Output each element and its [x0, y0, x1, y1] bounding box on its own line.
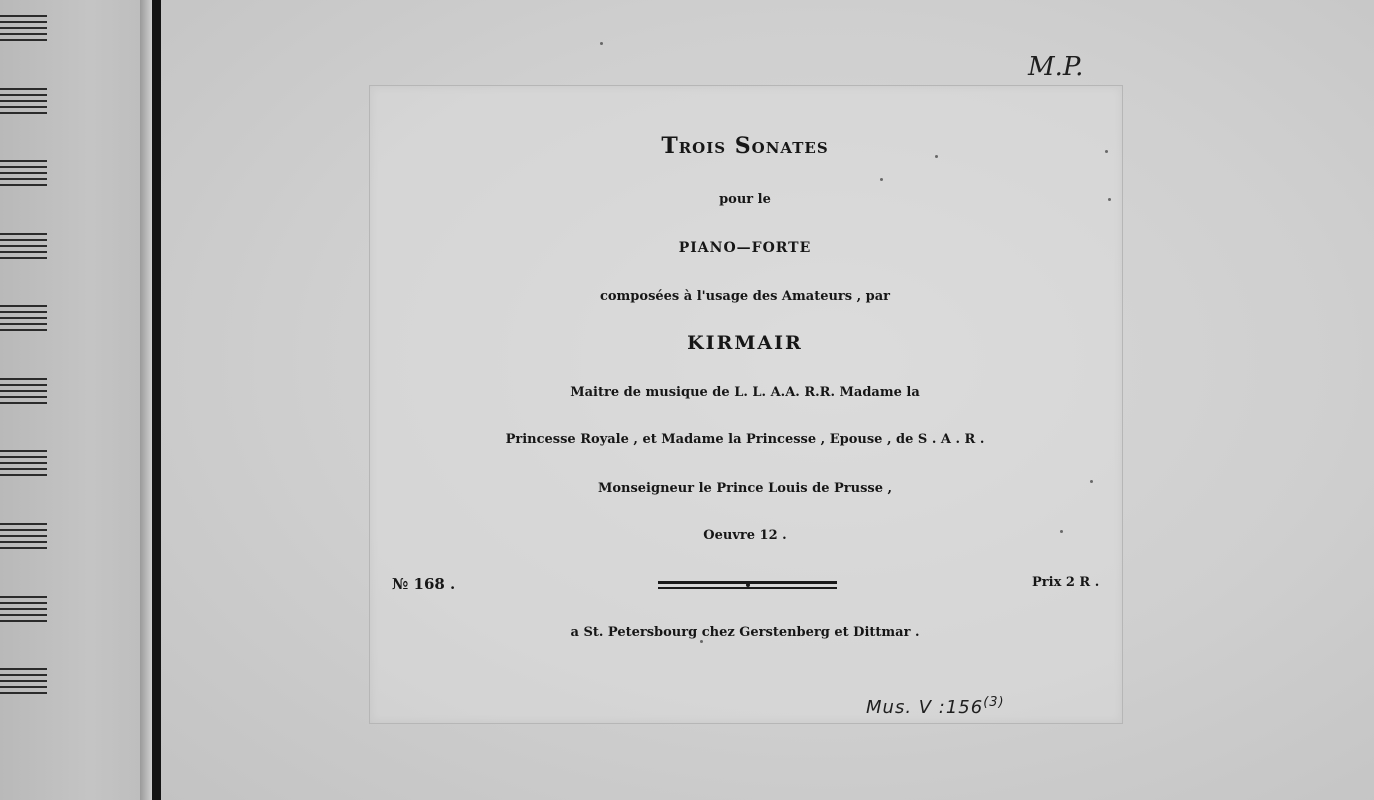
handwritten-shelfmark — [866, 695, 1005, 718]
composed-for-line: composées à l'usage des Amateurs , par — [599, 289, 891, 304]
dedication-line-2: Princesse Royale , et Madame la Princesse , Epouse , de S . A . R . — [505, 432, 985, 447]
staff-lines — [0, 88, 47, 118]
ornamental-rule-dot — [746, 583, 750, 587]
staff-lines — [0, 523, 47, 553]
instrument-line: PIANO—FORTE — [678, 240, 812, 256]
left-page-strip — [0, 0, 150, 800]
binding-edge — [140, 0, 152, 800]
staff-lines — [0, 668, 47, 698]
shelfmark-superscript: (3) — [983, 695, 1005, 710]
staff-lines — [0, 233, 47, 263]
foxing-speck — [1105, 150, 1108, 153]
foxing-speck — [600, 42, 603, 45]
binding-spine — [152, 0, 161, 800]
foxing-speck — [700, 640, 703, 643]
dedication-line-1: Maitre de musique de L. L. A.A. R.R. Madame la — [570, 385, 920, 400]
foxing-speck — [1060, 530, 1063, 533]
handwritten-initials: M.P. — [1028, 52, 1084, 82]
staff-lines — [0, 15, 47, 45]
publisher-line: a St. Petersbourg chez Gerstenberg et Dittmar . — [570, 625, 920, 640]
staff-lines — [0, 305, 47, 335]
foxing-speck — [1108, 198, 1111, 201]
shelfmark-text: Mus. V :156 — [866, 697, 984, 718]
foxing-speck — [935, 155, 938, 158]
staff-lines — [0, 160, 47, 190]
staff-lines — [0, 596, 47, 626]
price-label: Prix 2 R . — [1032, 575, 1100, 590]
staff-lines — [0, 450, 47, 480]
pour-le-line: pour le — [719, 192, 771, 207]
foxing-speck — [880, 178, 883, 181]
dedication-line-3: Monseigneur le Prince Louis de Prusse , — [597, 481, 893, 496]
opus-line: Oeuvre 12 . — [703, 528, 787, 543]
foxing-speck — [1090, 480, 1093, 483]
staff-lines — [0, 378, 47, 408]
composer-name: KIRMAIR — [687, 332, 803, 354]
plate-number: № 168 . — [392, 575, 456, 593]
work-title: Trois Sonates — [661, 133, 829, 159]
